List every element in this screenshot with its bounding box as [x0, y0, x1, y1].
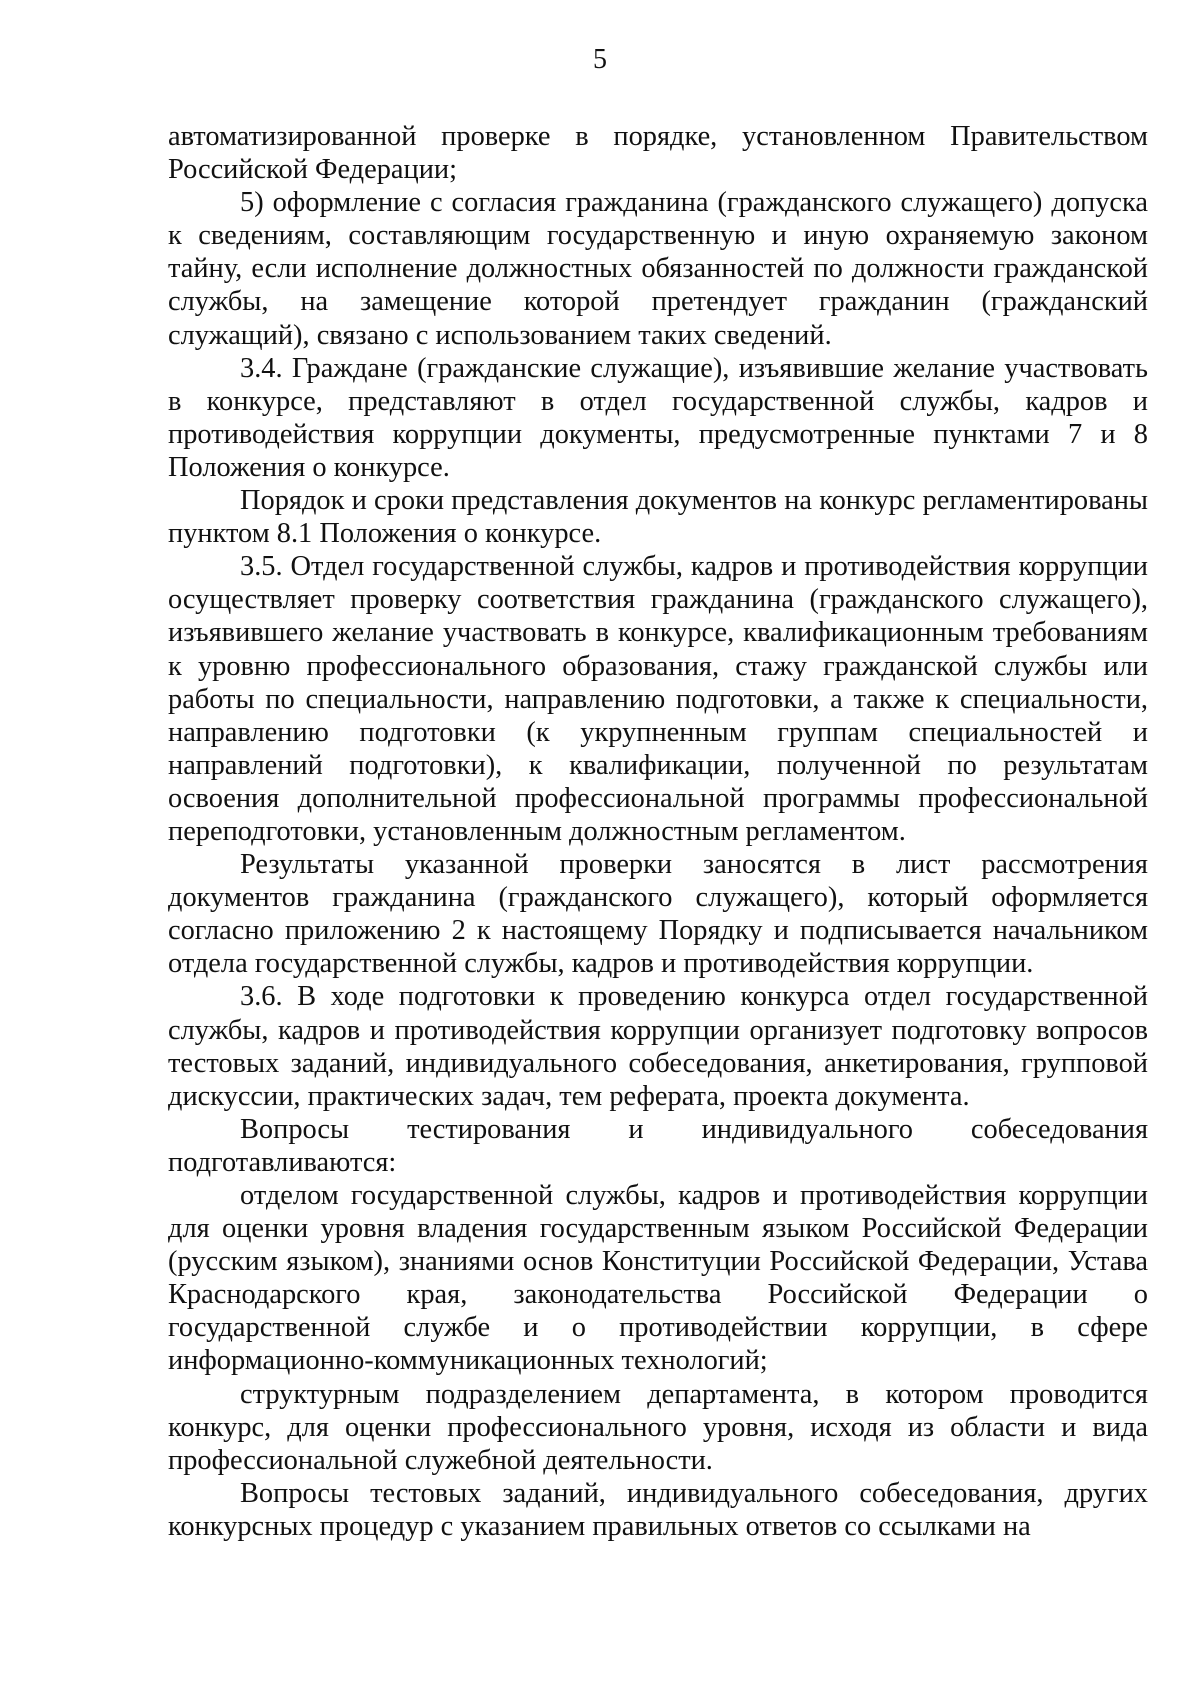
paragraph-questions-structural-unit: структурным подразделением департамента, в котором проводится конкурс, для оценки профессионального уровня, исходя из области и вида профессиональной служебной деятельности.: [168, 1378, 1148, 1476]
paragraph-test-questions: Вопросы тестовых заданий, индивидуального собеседования, других конкурсных процедур с указанием правильных ответов со ссылками на: [168, 1477, 1148, 1542]
paragraph-check-results: Результаты указанной проверки заносятся в лист рассмотрения документов гражданина (гражданского служащего), который оформляется согласно приложению 2 к настоящему Порядку и подписывается начальником отдела государственной службы, кадров и противодействия коррупции.: [168, 849, 1148, 980]
document-body: [168, 120, 1148, 1543]
paragraph-continuation: автоматизированной проверке в порядке, установленном Правительством Российской Федерации;: [168, 121, 1148, 186]
page-number: 5: [593, 44, 607, 75]
paragraph-document-order: Порядок и сроки представления документов на конкурс регламентированы пунктом 8.1 Положения о конкурсе.: [168, 485, 1148, 550]
paragraph-3-6: 3.6. В ходе подготовки к проведению конкурса отдел государственной службы, кадров и противодействия коррупции организует подготовку вопросов тестовых заданий, индивидуального собеседования, анкетирования, групповой дискуссии, практических задач, тем реферата, проекта документа.: [168, 981, 1148, 1112]
paragraph-questions-department: отделом государственной службы, кадров и противодействия коррупции для оценки уровня владения государственным языком Российской Федерации (русским языком), знаниями основ Конституции Российской Федерации, Устава Краснодарского края, законодательства Российской Федерации о государственной службе и о противодействии коррупции, в сфере информационно-коммуникационных технологий;: [168, 1180, 1148, 1377]
paragraph-item-5: 5) оформление с согласия гражданина (гражданского служащего) допуска к сведениям, составляющим государственную и иную охраняемую законом тайну, если исполнение должностных обязанностей по должности гражданской службы, на замещение которой претендует гражданин (гражданский служащий), связано с использованием таких сведений.: [168, 187, 1148, 351]
paragraph-3-5: 3.5. Отдел государственной службы, кадров и противодействия коррупции осуществляет проверку соответствия гражданина (гражданского служащего), изъявившего желание участвовать в конкурсе, квалификационным требованиям к уровню профессионального образования, стажу гражданской службы или работы по специальности, направлению подготовки, а также к специальности, направлению подготовки (к укрупненным группам специальностей и направлений подготовки), к квалификации, полученной по результатам освоения дополнительной профессиональной программы профессиональной переподготовки, установленным должностным регламентом.: [168, 551, 1148, 847]
paragraph-questions-intro: Вопросы тестирования и индивидуального собеседования подготавливаются:: [168, 1113, 1148, 1178]
paragraph-3-4: 3.4. Граждане (гражданские служащие), изъявившие желание участвовать в конкурсе, представляют в отдел государственной службы, кадров и противодействия коррупции документы, предусмотренные пунктами 7 и 8 Положения о конкурсе.: [168, 352, 1148, 483]
